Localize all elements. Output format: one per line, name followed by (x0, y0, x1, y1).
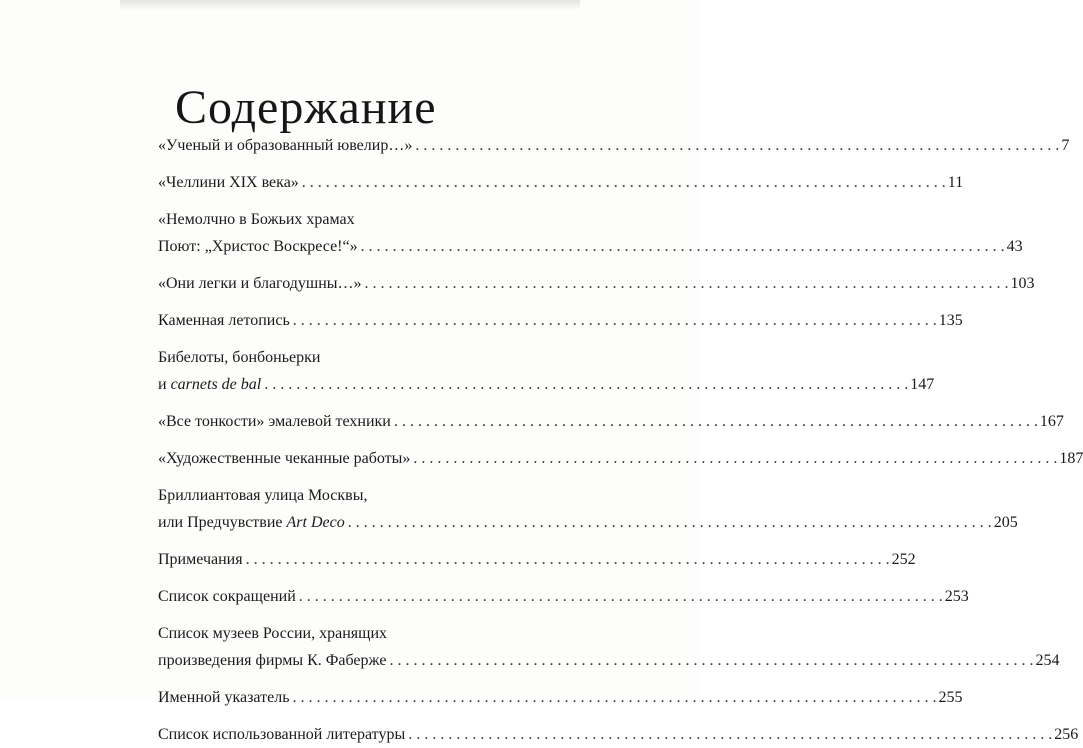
toc-page-number: 187 (1059, 450, 1083, 467)
toc-entry-line (158, 721, 1079, 748)
toc-entry-title-cont: или Предчувствие (158, 514, 287, 531)
toc-entry-title: Бриллиантовая улица Москвы, (158, 487, 368, 504)
dot-leader (243, 546, 890, 573)
toc-entry-title-cont: Поют: „Христос Воскресе!“» (158, 238, 358, 255)
toc-entry (158, 445, 1083, 472)
toc-page-number: 254 (1035, 652, 1060, 669)
toc-entry-title-cont: произведения фирмы К. Фаберже (158, 652, 387, 669)
toc-entry (158, 132, 1070, 159)
toc-entry-line (158, 408, 1064, 435)
dot-leader (289, 684, 936, 711)
toc-entry-title: Бибелоты, бонбоньерки (158, 349, 321, 366)
toc-entry (158, 408, 1064, 435)
toc-entry-line (158, 684, 963, 711)
toc-entry-title: «Немолчно в Божьих храмах (158, 211, 355, 228)
toc-entry-line (158, 307, 963, 334)
toc-entry-line (158, 647, 1060, 674)
toc-page-number: 7 (1061, 137, 1070, 154)
dot-leader (362, 270, 1009, 297)
toc-entry-line (158, 546, 916, 573)
toc-page-number: 135 (938, 312, 963, 329)
toc-page-number: 255 (938, 689, 963, 706)
dot-leader (405, 721, 1052, 748)
dot-leader (261, 371, 908, 398)
toc-entry-title-italic: Art Deco (286, 514, 345, 531)
toc-entry-line (158, 206, 541, 233)
dot-leader (386, 647, 1033, 674)
toc-entry-title: «Все тонкости» эмалевой техники (158, 413, 391, 430)
dot-leader (412, 132, 1059, 159)
toc-entry (158, 344, 935, 398)
page-top-shadow (120, 0, 580, 10)
toc-entry-title: Список музеев России, хранящих (158, 625, 388, 642)
toc-page-number: 256 (1054, 726, 1079, 743)
dot-leader (410, 445, 1057, 472)
toc-entry (158, 169, 964, 196)
toc-page-number: 43 (1006, 238, 1023, 255)
table-of-contents (158, 132, 1083, 748)
toc-entry-title: «Художественные чеканные работы» (158, 450, 411, 467)
toc-entry (158, 482, 1018, 536)
dot-leader (345, 509, 992, 536)
toc-entry (158, 684, 963, 711)
toc-entry-line (158, 233, 1023, 260)
toc-entry-title-cont: и (158, 376, 171, 393)
toc-entry (158, 583, 969, 610)
dot-leader (358, 233, 1005, 260)
toc-entry-line (158, 169, 964, 196)
toc-page-number: 11 (947, 174, 964, 191)
toc-page-number: 167 (1039, 413, 1064, 430)
page-title: Содержание (175, 81, 437, 135)
toc-entry-title: Именной указатель (158, 689, 290, 706)
toc-page-number: 205 (993, 514, 1018, 531)
toc-entry-line (158, 344, 541, 371)
toc-entry-title: «Они легки и благодушны…» (158, 275, 362, 292)
toc-entry-line (158, 270, 1035, 297)
toc-entry (158, 270, 1035, 297)
toc-page-number: 252 (891, 551, 916, 568)
toc-entry-line (158, 371, 935, 398)
toc-page-number: 103 (1010, 275, 1035, 292)
toc-entry-line (158, 583, 969, 610)
toc-entry-line (158, 132, 1070, 159)
dot-leader (299, 169, 946, 196)
toc-entry-title: Список сокращений (158, 588, 296, 605)
toc-entry-title-italic: carnets de bal (170, 376, 262, 393)
toc-page-number: 147 (910, 376, 935, 393)
toc-entry-line (158, 445, 1083, 472)
toc-entry-line (158, 509, 1018, 536)
toc-entry (158, 546, 916, 573)
toc-entry (158, 206, 1023, 260)
toc-page-number: 253 (944, 588, 969, 605)
toc-entry-line (158, 620, 541, 647)
toc-entry-line (158, 482, 541, 509)
toc-entry-title: «Челлини XIX века» (158, 174, 299, 191)
toc-entry (158, 307, 963, 334)
toc-entry (158, 620, 1060, 674)
dot-leader (296, 583, 943, 610)
toc-entry (158, 721, 1079, 748)
dot-leader (290, 307, 937, 334)
toc-entry-title: Примечания (158, 551, 243, 568)
toc-entry-title: Каменная летопись (158, 312, 290, 329)
dot-leader (391, 408, 1038, 435)
toc-entry-title: «Ученый и образованный ювелир…» (158, 137, 413, 154)
toc-entry-title: Список использованной литературы (158, 726, 406, 743)
